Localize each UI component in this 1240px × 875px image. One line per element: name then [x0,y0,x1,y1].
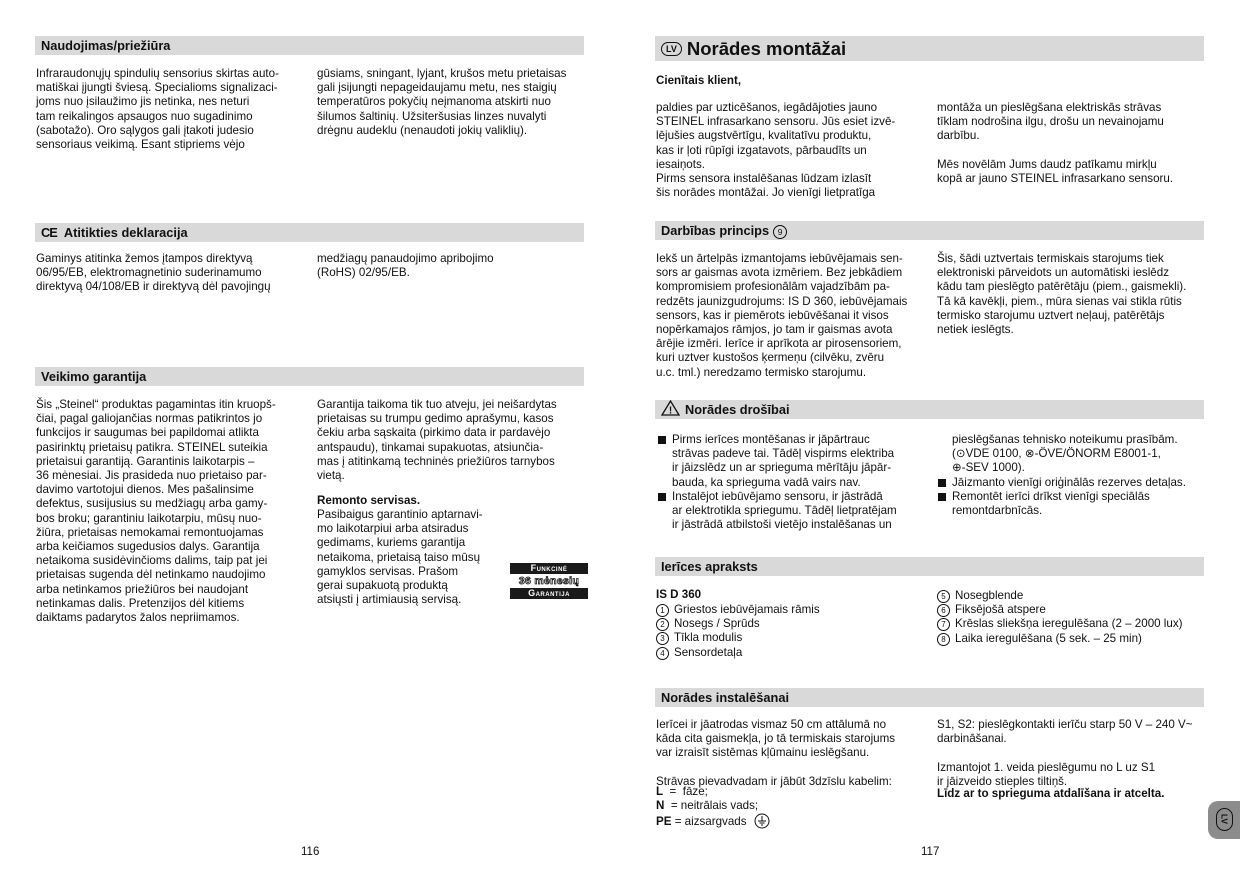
atitikties-col1: Gaminys atitinka žemos įtampos direktyvą 06/95/EB, elektromagnetinio suderinamumo direktyvą 04/108/EB ir direktyvą dėl pavojingų [36,252,271,294]
instalesanai-col2: S1, S2: pieslēgkontakti ierīču starp 50 V – 240 V~ darbināšanai. Izmantojot 1. veida pieslēgumu no L uz S1 ir jāizveido stieples tiltiņš. [937,718,1193,788]
language-side-tab [1208,801,1240,839]
wire-value: = fāze; [663,785,708,798]
intro-col1: paldies par uzticēšanos, iegādājoties jauno STEINEL infrasarkano sensoru. Jūs esiet izvē- lējušies augstvērtīgu, kvalitatīvu produktu, kas ir ļoti rūpīgi izgatavots, pārbaudīts un iesaiņots. Pirms sensora instalēšanas lūdzam izlasīt šis norādes montāžai. Jo vienīgi lietpratīga [656,101,896,200]
number-icon: 2 [656,618,669,631]
bullet-icon [658,436,666,444]
heading-naudojimas [35,36,584,55]
naudojimas-col2: gūsiams, sningant, lyjant, krušos metu prietaisas gali įsijungti nepageidaujamu metu, nes staigių temperatūros pokyčių neįmanoma atskirti nuo šilumos šaltinių. Užsiteršusias linzes nuvalyti drėgnu audeklu (nenaudoti jokių valiklių). [317,67,567,137]
list-item [937,632,1207,646]
number-icon: 1 [656,604,669,617]
wire-legend [656,785,926,830]
list-item [937,617,1207,631]
list-item [656,646,926,660]
heading-text: Norādes instalēšanai [661,690,790,705]
wire-value: = aizsargvads [671,815,747,829]
stamp-bottom: Garantija [510,588,588,599]
wire-PE [656,813,926,829]
bullet-icon [938,493,946,501]
number-icon: 3 [656,632,669,645]
darbibas-col1: Iekš un ārtelpās izmantojams iebūvējamais sen- sors ar gaismas avota izmēriem. Bez jebkādiem kompromisiem profesionālām vajadzībām pa- redzēts jaunizgudrojums: IS D 360, iebūvējamais sensors, kas ir piemērots iebūvēšanai it visos nopērkamajos rāmjos, jo tam ir gaismas avota ārējie izmēri. Ierīce ir aprīkota ar pirosensoriem, kuri uztver kustošos ķermeņu (cilvēku, zvēru u.c. tml.) neredzamo termisko starojumu. [656,252,908,379]
list-item [937,603,1207,617]
page-title: Norādes montāžai [686,38,847,59]
warranty-stamp [510,563,588,599]
list-item [658,490,928,533]
darbibas-col2: Šis, šādi uztvertais termiskais starojums tiek elektroniski pārveidots un automātiski ieslēdz kādu tam pieslēgto patērētāju (piem., gaismekli). Tā kā kavēkļi, piem., mūra sienas vai stikla rūtis termisko starojumu uztvert neļauj, patērētājs netiek ieslēgts. [937,252,1187,337]
ground-icon [754,813,770,829]
stamp-mid: 36 mėnesių [518,575,580,587]
stamp-top: Funkcinė [510,563,588,574]
ce-mark-icon: CE [41,225,57,240]
wire-value: = neitrālais vads; [664,799,759,813]
heading-instalesanai [655,688,1204,707]
list-item [938,476,1208,490]
heading-atitikties [35,223,584,242]
atitikties-col2: medžiagų panaudojimo apribojimo (RoHS) 02/95/EB. [317,252,494,280]
item-label: Nosegs / Sprūds [674,617,760,631]
item-label: Laika ieregulēšana (5 sek. – 25 min) [955,631,1142,645]
parts-list-left [656,603,926,660]
veikimo-col1: Šis „Steinel“ produktas pagamintas itin kruopš- čiai, pagal galiojančias normas patikrintos jo funkcijos ir saugumas bei papildomai atlikta pasirinktų prietaisų patikra. STEINEL suteikia prietaisui garantiją. Garantinis laikotarpis – 36 mėnesiai. Jis prasideda nuo prietaiso par- davimo vartotojui dienos. Mes pašalinsime defektus, susijusius su medžiagų arba gamy- bos broku; garantiniu laikotarpiu, mūsų nuo- žiūra, prietaisas nemokamai remontuojamas arba keičiamos sugedusios dalys. Garantija netaikoma susidėvinčioms dalims, taip pat jei prietaisas sugenda dėl netinkamo naudojimo arba netinkamos priežiūros bei naudojant netinkamas dalis. Pretenzijos dėl kitiems daiktams padarytos žalos nepriimamos. [36,398,276,625]
greeting: Cienītais klient, [656,74,742,87]
heading-drosibai [655,400,1204,419]
warning-glyph: ! [668,405,673,416]
number-icon: 4 [656,647,669,660]
number-icon: 8 [937,633,950,646]
item-text: Instalējot iebūvējamo sensoru, ir jāstrādā ar elektrotikla spriegumu. Tādēļ lietpratējam ir jāstrādā atbilstoši vietējo instalēšanas un [672,489,897,532]
item-label: Sensordetaļa [674,645,743,659]
intro-col2: montāža un pieslēgšana elektriskās strāvas tīklam nodrošina ilgu, drošu un nevainojamu darbību. Mēs novēlām Jums daudz patīkamu mirkļu kopā ar jauno STEINEL infrasarkano sensoru. [937,101,1174,186]
parts-list-right [937,589,1207,646]
remonto-text: Pasibaigus garantinio aptarnavi- mo laikotarpiui arba atsiradus gedimams, kuriems garantija netaikoma, prietaisą taiso mūsų gamyklos servisas. Prašom gerai supakuotą produktą atsiųsti į artimiausią servisą. [317,508,483,607]
wire-key: L [656,785,664,798]
bullet-icon [658,493,666,501]
wire-L [656,785,926,799]
naudojimas-col1: Infraraudonųjų spindulių sensorius skirtas auto- matiškai įjungti šviesą. Specialioms signalizaci- joms nuo įsilaužimo jis netinka, nes neturi tam reikalingos apsaugos nuo sugadinimo (sabotažo). Oro sąlygos gali įtakoti judesio sensoriaus veikimą. Esant stipriems vėjo [36,67,279,152]
item-text-cont: pieslēgšanas tehnisko noteikumu prasībām. (⊙VDE 0100, ⊗-ÖVE/ÖNORM E8001-1, ⊕-SEV 1000). [952,433,1178,475]
number-icon: 6 [937,604,950,617]
item-label: Tīkla modulis [674,631,743,645]
item-text: Remontēt ierīci drīkst vienīgi speciālās remontdarbnīcās. [952,489,1150,518]
heading-text: Naudojimas/priežiūra [41,38,171,53]
warning-triangle-icon [661,400,680,416]
drosibai-col2 [938,433,1208,518]
number-icon: 7 [937,618,950,631]
list-item [937,589,1207,603]
lv-tab-icon [1216,808,1233,831]
item-label: Krēslas sliekšņa ieregulēšana (2 – 2000 lux) [955,617,1183,631]
bullet-icon [938,479,946,487]
item-text: Pirms ierīces montēšanas ir jāpārtrauc strāvas padeve tai. Tādēļ vispirms elektriba ir jāizslēdz un ar sprieguma mērītāju jāpār- bauda, ka sprieguma vadā vairs nav. [672,433,895,489]
list-item [656,603,926,617]
veikimo-col2: Garantija taikoma tik tuo atveju, jei neišardytas prietaisas su trumpu gedimo aprašymu, kasos čekiu arba sąskaita (pirkimo data ir pardavėjo antspaudu), tinkamai supakuotas, atsiunčia- mas į atitinkamą techninės priežiūros tarnybos vietą. [317,398,557,483]
page-number-left: 116 [301,846,320,858]
instalesanai-warning: Līdz ar to sprieguma atdalīšana ir atcelta. [937,787,1165,800]
instalesanai-col1: Ierīcei ir jāatrodas vismaz 50 cm attālumā no kāda cita gaismekļa, jo tā termiskais starojums var izraisīt sistēmas kļūmainu ieslēgšanu. Strāvas pievadvadam ir jābūt 3dzīslu kabelim: [656,718,896,788]
drosibai-col1 [658,433,928,532]
item-label: Griestos iebūvējamais rāmis [674,603,820,616]
page-number-right: 117 [921,846,940,858]
model-name: IS D 360 [656,588,702,601]
heading-text: Ierīces apraksts [661,559,758,574]
item-label: Fiksējošā atspere [955,603,1046,617]
lv-badge-icon: LV [661,42,682,56]
title-band [655,36,1204,61]
heading-text: Darbības princips [661,223,770,238]
list-item [656,617,926,631]
item-text: Jāizmanto vienīgi oriģinālās rezerves detaļas. [952,475,1186,489]
wire-key: PE [656,815,672,829]
heading-text: Norādes drošībai [685,402,790,417]
list-item [656,631,926,645]
item-label: Nosegblende [955,589,1024,602]
figure-ref-icon: 9 [773,225,787,239]
heading-ierices [655,557,1204,576]
heading-darbibas [655,221,1204,240]
side-tab-label: LV [1219,813,1230,825]
list-item [658,433,928,490]
wire-N [656,799,926,813]
remonto-title: Remonto servisas. [317,494,421,507]
heading-veikimo [35,367,584,386]
heading-text: Atitikties deklaracija [63,225,188,240]
heading-text: Veikimo garantija [41,369,147,384]
list-item [938,490,1208,518]
wire-key: N [656,799,665,813]
number-icon: 5 [937,590,950,603]
